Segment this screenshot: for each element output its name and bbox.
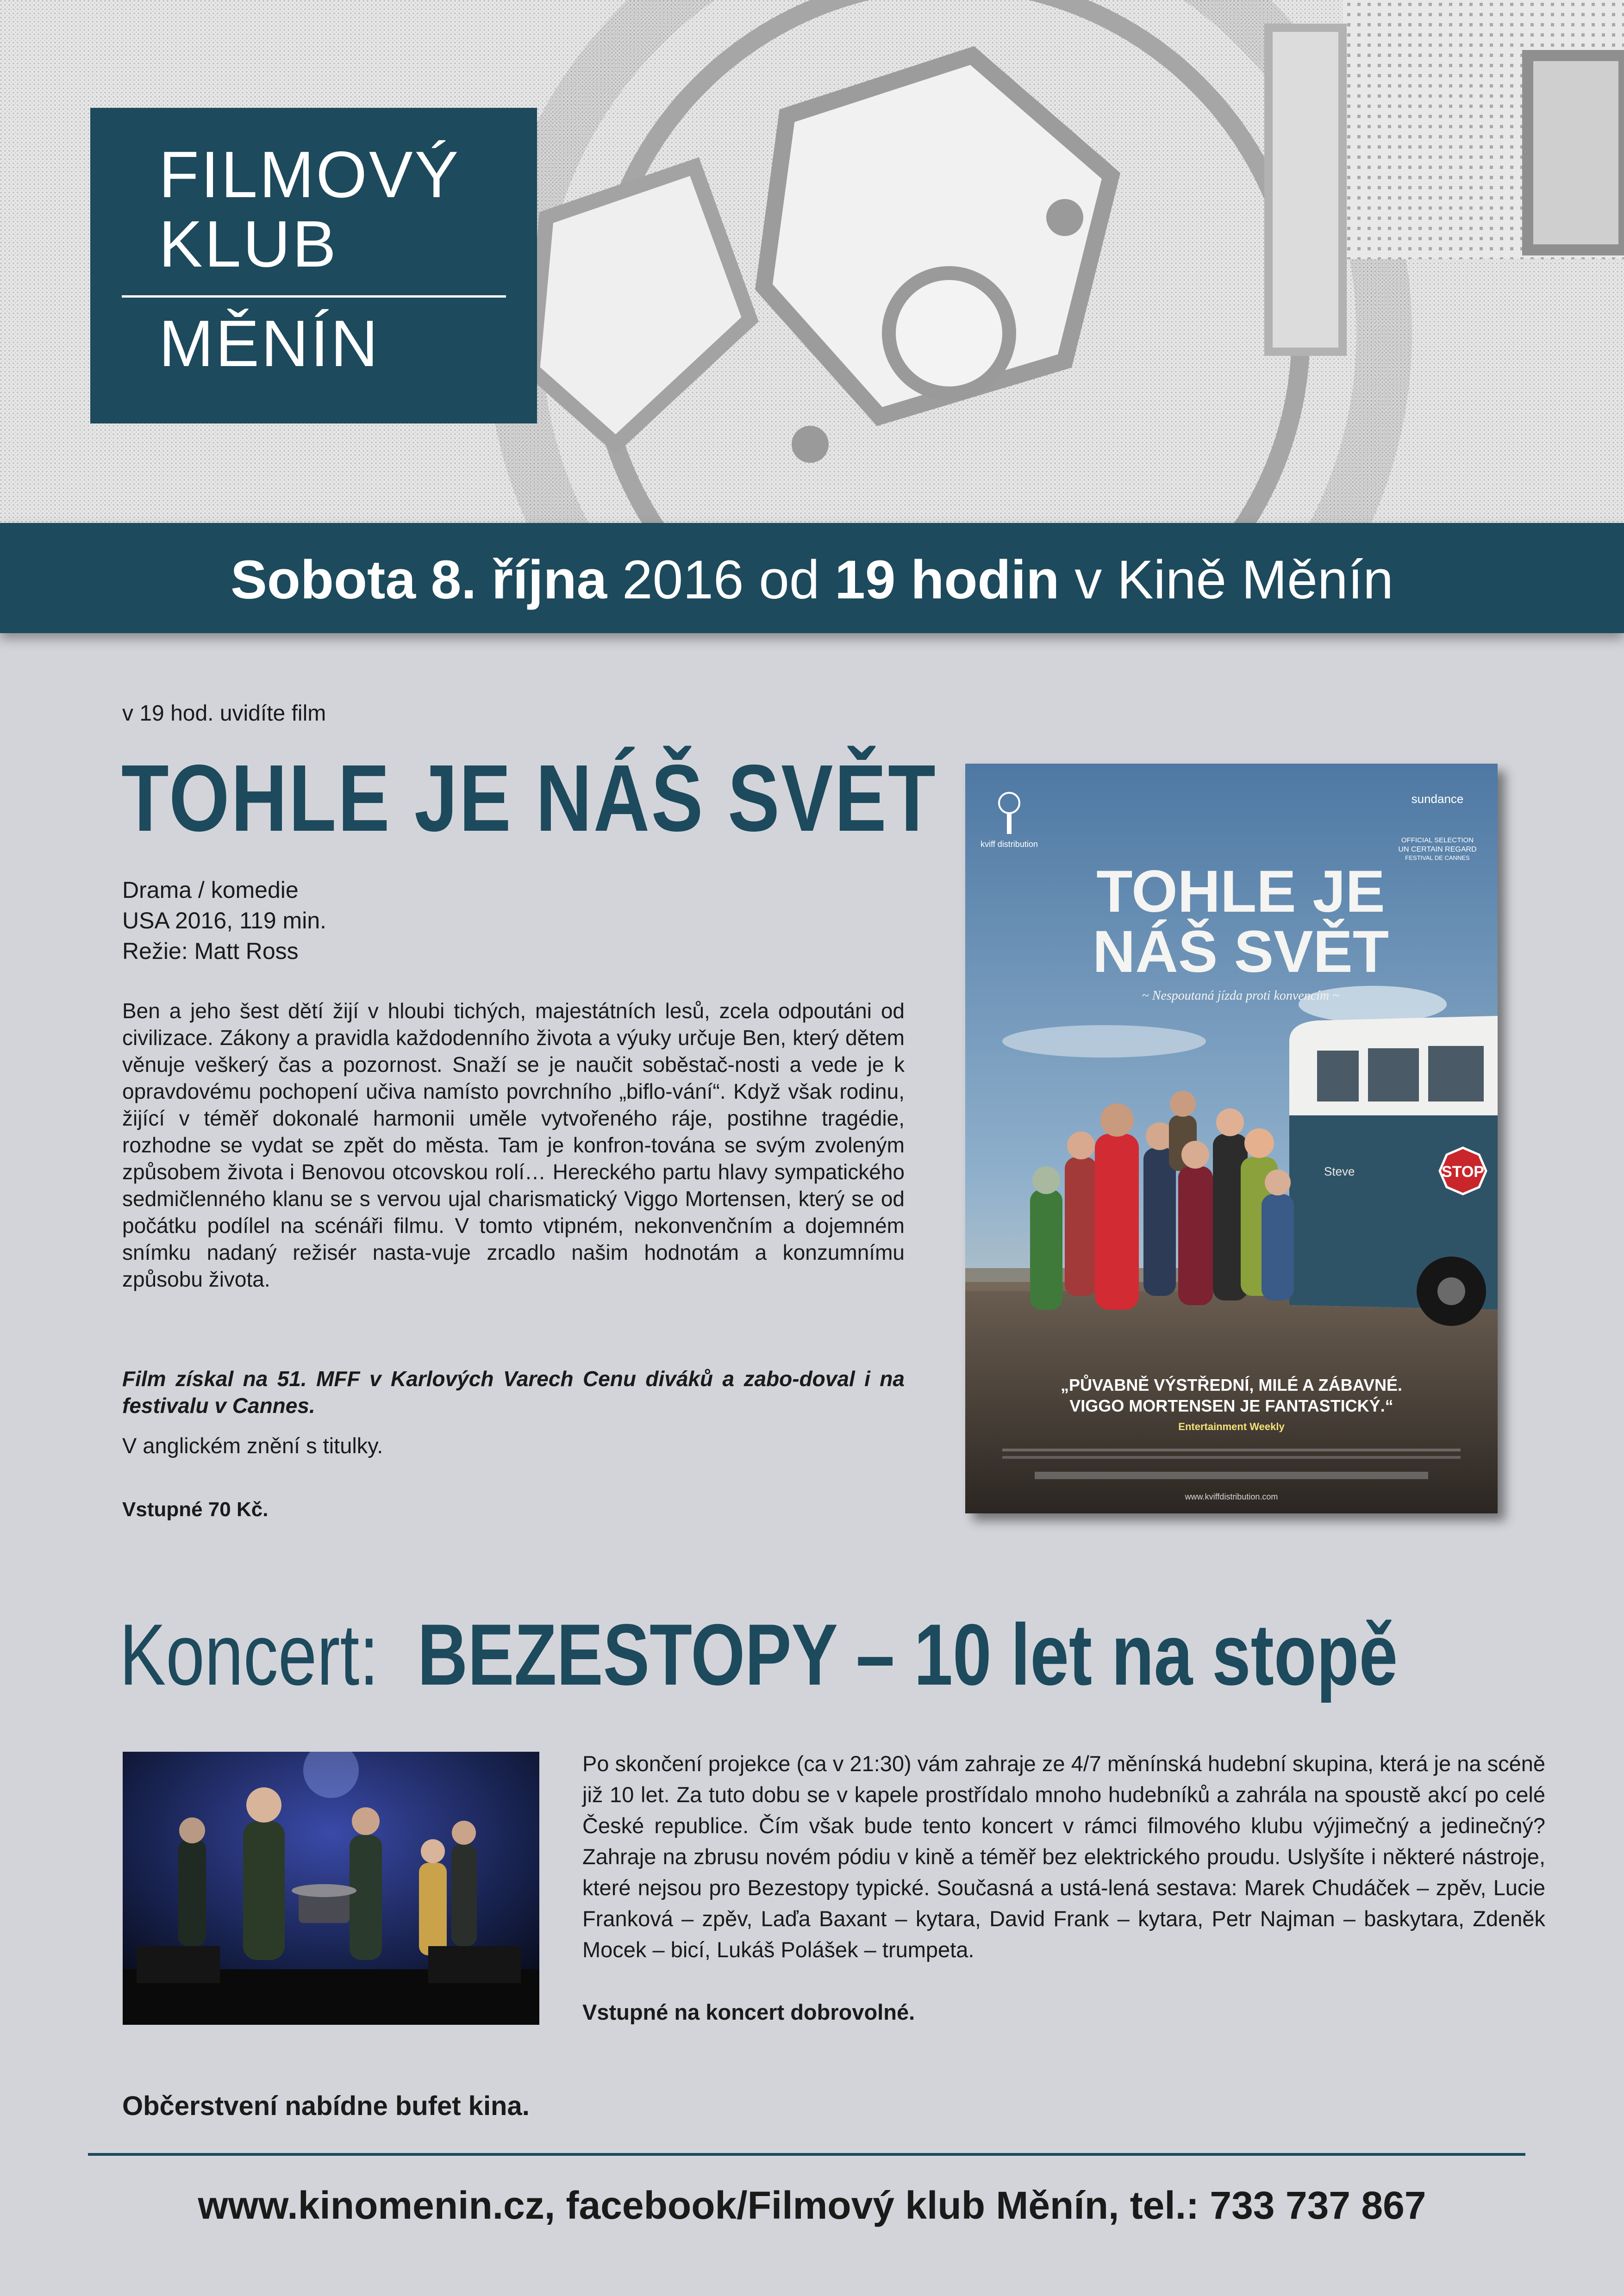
poster-festival-line2: UN CERTAIN REGARD — [1398, 846, 1477, 853]
concert-description: Po skončení projekce (ca v 21:30) vám zahraje ze 4/7 měnínská hudební skupina, která je na scéně již 10 let. Za tuto dobu se v kapele prostřídalo mnoho hudebníků a zahrála na spoustě akcí po celé České republice. Čím však bude tento koncert v rámci filmového klubu výjimečný a jedinečný? Zahraje na zbrusu novém pódiu v kině a téměř bez elektrického proudu. Uslyšíte i některé nástroje, které nejsou pro Bezestopy typické. Současná a ustá-lená sestava: Marek Chudáček – zpěv, Lucie Franková – zpěv, Laďa Baxant – kytara, David Frank – kytara, Petr Najman – baskytara, Zdeněk Mocek – bicí, Lukáš Polášek – trumpeta. — [582, 1751, 1545, 1962]
date-venue: v Kině Měnín — [1059, 549, 1393, 610]
poster-title-line2: NÁŠ SVĚT — [1092, 919, 1389, 985]
film-meta — [122, 875, 326, 966]
film-description: Ben a jeho šest dětí žijí v hloubi tichých, majestátních lesů, zcela odpoutáni od civilizace. Zákony a pravidla každodenního života a výuky určuje Ben, který dětem věnuje veškerý čas a pozornost. Snaží se je naučit soběstač-nosti a vede je k opravdovému pochopení učiva namísto povrchního „biflo-vání“. Když však rodinu, žijící v téměř dokonalé harmonii uměle vytvořeného ráje, postihne tragédie, rozhodne se vydat se zpět do města. Tam je konfron-tována se svým zvoleným způsobem života i Benovou otcovskou rolí… Hereckého partu hlavy sympatického sedmičlenného klanu se s vervou ujal charismatický Viggo Mortensen, který se od počátku podílel na scénáři filmu. V tomto vtipném, nekonvenčním a dojemném snímku nadaný režisér nasta-vuje zrcadlo našim hodnotám a konzumnímu způsobu života. — [122, 999, 905, 1291]
film-genre: Drama / komedie — [122, 877, 299, 903]
poster-sundance: sundance — [1411, 792, 1464, 806]
poster-website: www.kviffdistribution.com — [1185, 1492, 1278, 1501]
concert-title: BEZESTOPY – 10 let na stopě — [417, 1606, 1398, 1703]
refreshments-note: Občerstvení nabídne bufet kina. — [122, 2091, 530, 2121]
film-origin: USA 2016, 119 min. — [122, 908, 327, 933]
film-admission: Vstupné 70 Kč. — [122, 1498, 269, 1521]
footer-contact: www.kinomenin.cz, facebook/Filmový klub Měnín, tel.: 733 737 867 — [198, 2184, 1426, 2227]
poster-stop-sign: STOP — [1442, 1163, 1484, 1181]
poster-title-line1: TOHLE JE — [1096, 859, 1385, 925]
poster-quote-source: Entertainment Weekly — [1178, 1421, 1285, 1432]
date-day: Sobota 8. října — [231, 549, 607, 610]
date-time: 19 hodin — [835, 549, 1060, 610]
band-stage-image — [123, 1752, 539, 2025]
concert-label: Koncert: — [119, 1606, 379, 1703]
film-director: Režie: Matt Ross — [122, 938, 299, 964]
concert-admission: Vstupné na koncert dobrovolné. — [582, 2000, 915, 2024]
poster-festival-line3: FESTIVAL DE CANNES — [1405, 854, 1470, 861]
film-award: Film získal na 51. MFF v Karlových Varech Cenu diváků a zabo-doval i na festivalu v Cannes. — [122, 1367, 905, 1418]
film-club-logo — [90, 108, 537, 423]
date-year: 2016 od — [607, 549, 835, 610]
film-language: V anglickém znění s titulky. — [122, 1433, 383, 1458]
concert-heading — [119, 1606, 1398, 1703]
header-film-reel-background — [0, 0, 1624, 523]
poster-quote-line2: VIGGO MORTENSEN JE FANTASTICKÝ.“ — [1069, 1396, 1393, 1415]
event-date-banner — [0, 523, 1624, 633]
film-poster — [965, 764, 1498, 1513]
poster-artwork — [965, 764, 1498, 1513]
logo-line-filmovy: FILMOVÝ — [159, 138, 461, 212]
poster-quote-line1: „PŮVABNĚ VÝSTŘEDNÍ, MILÉ A ZÁBAVNÉ. — [1060, 1375, 1403, 1394]
film-title: TOHLE JE NÁŠ SVĚT — [121, 745, 937, 851]
film-intro: v 19 hod. uvidíte film — [122, 701, 326, 726]
footer-divider — [88, 2153, 1525, 2156]
band-photo — [123, 1752, 539, 2025]
logo-line-menin: MĚNÍN — [159, 307, 380, 380]
poster-tagline: ~ Nespoutaná jízda proti konvencím ~ — [1142, 989, 1340, 1003]
poster-distributor: kviff distribution — [981, 840, 1038, 849]
logo-line-klub: KLUB — [159, 207, 338, 281]
logo-divider — [122, 295, 506, 298]
poster-bus-name: Steve — [1324, 1164, 1355, 1178]
poster-festival-line1: OFFICIAL SELECTION — [1401, 836, 1474, 844]
event-date-text — [0, 550, 1624, 610]
